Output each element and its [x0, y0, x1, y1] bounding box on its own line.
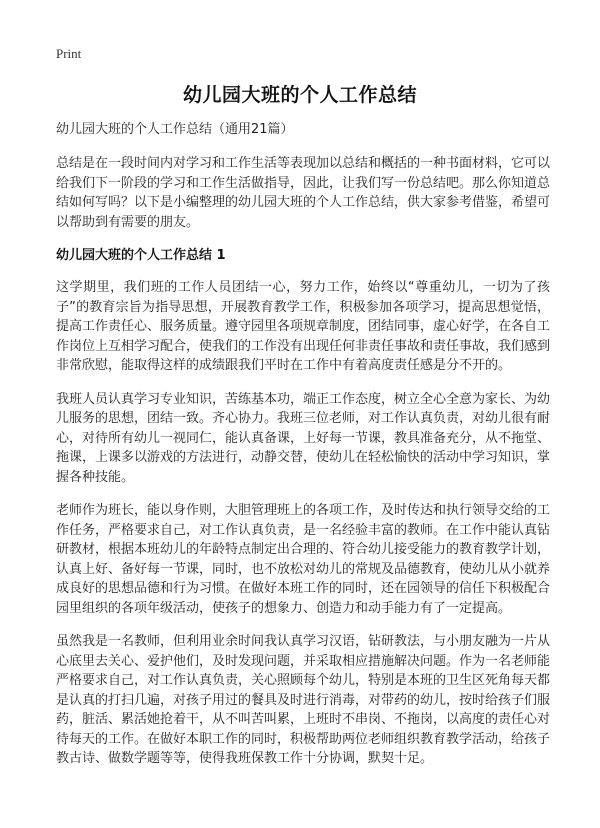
- intro-paragraph: 总结是在一段时间内对学习和工作生活等表现加以总结和概括的一种书面材料，它可以给我们下一阶段的学习和工作生活做指导，因此，让我们写一份总结吧。那么你知道总结如何写吗？以下是小编整理的幼儿园大班的个人工作总结，供大家参考借鉴，希望可以帮助到有需要的朋友。: [56, 156, 551, 230]
- body-paragraph: 这学期里，我们班的工作人员团结一心，努力工作，始终以“尊重幼儿，一切为了孩子”的教育宗旨为指导思想，开展教育教学工作，积极参加各项学习，提高思想觉悟，提高工作责任心、服务质量。遵守园里各项规章制度，团结同事，虚心好学，在各自工作岗位上互相学习配合，使我们的工作没有出现任何非责任事故和责任事故，我们感到非常欣慰，能取得这样的成绩跟我们平时在工作中有着高度责任感是分不开的。: [56, 280, 551, 373]
- section-heading: 幼儿园大班的个人工作总结 1: [56, 248, 226, 263]
- document-body: [56, 120, 550, 783]
- body-paragraph: 老师作为班长，能以身作则，大胆管理班上的各项工作，及时传达和执行领导交给的工作任务，严格要求自己，对工作认真负责，是一名经验丰富的教师。在工作中能认真钻研教材，根据本班幼儿的年龄特点制定出合理的、符合幼儿接受能力的教育教学计划，认真上好、备好每一节课，同时，也不放松对幼儿的常规及品德教育，使幼儿从小就养成良好的思想品德和行为习惯。在做好本班工作的同时，还在园领导的信任下积极配合园里组织的各项年级活动，使孩子的想象力、创造力和动手能力有了一定提高。: [56, 503, 551, 616]
- print-link[interactable]: Print: [56, 46, 82, 61]
- body-paragraph: 虽然我是一名教师，但利用业余时间我认真学习汉语，钻研教法，与小朋友融为一片从心底里去关心、爱护他们，及时发现问题，并采取相应措施解决问题。作为一名老师能严格要求自己，对工作认真负责，关心照顾每个幼儿，特别是本班的卫生区死角每天都是认真的打扫几遍，对孩子用过的餐具及时进行消毒，对带药的幼儿，按时给孩子们服药，脏活、累活她抢着干，从不叫苦叫累，上班时不串岗、不拖岗，以高度的责任心对待每天的工作。在做好本职工作的同时，积极帮助两位老师组织教育教学活动，给孩子教古诗、做数学题等等，使得我班保教工作十分协调，默契十足。: [56, 634, 551, 766]
- body-paragraph: 我班人员认真学习专业知识，苦练基本功，端正工作态度，树立全心全意为家长、为幼儿服务的思想，团结一致。齐心协力。我班三位老师，对工作认真负责，对幼儿很有耐心，对待所有幼儿一视同仁，能认真备课，上好每一节课，教具准备充分，从不拖堂、拖课，上课多以游戏的方法进行，动静交替，使幼儿在轻松愉快的活动中学习知识，掌握各种技能。: [56, 391, 551, 485]
- document-title: 幼儿园大班的个人工作总结: [182, 84, 417, 106]
- document-subtitle: 幼儿园大班的个人工作总结（通用21篇）: [56, 122, 294, 137]
